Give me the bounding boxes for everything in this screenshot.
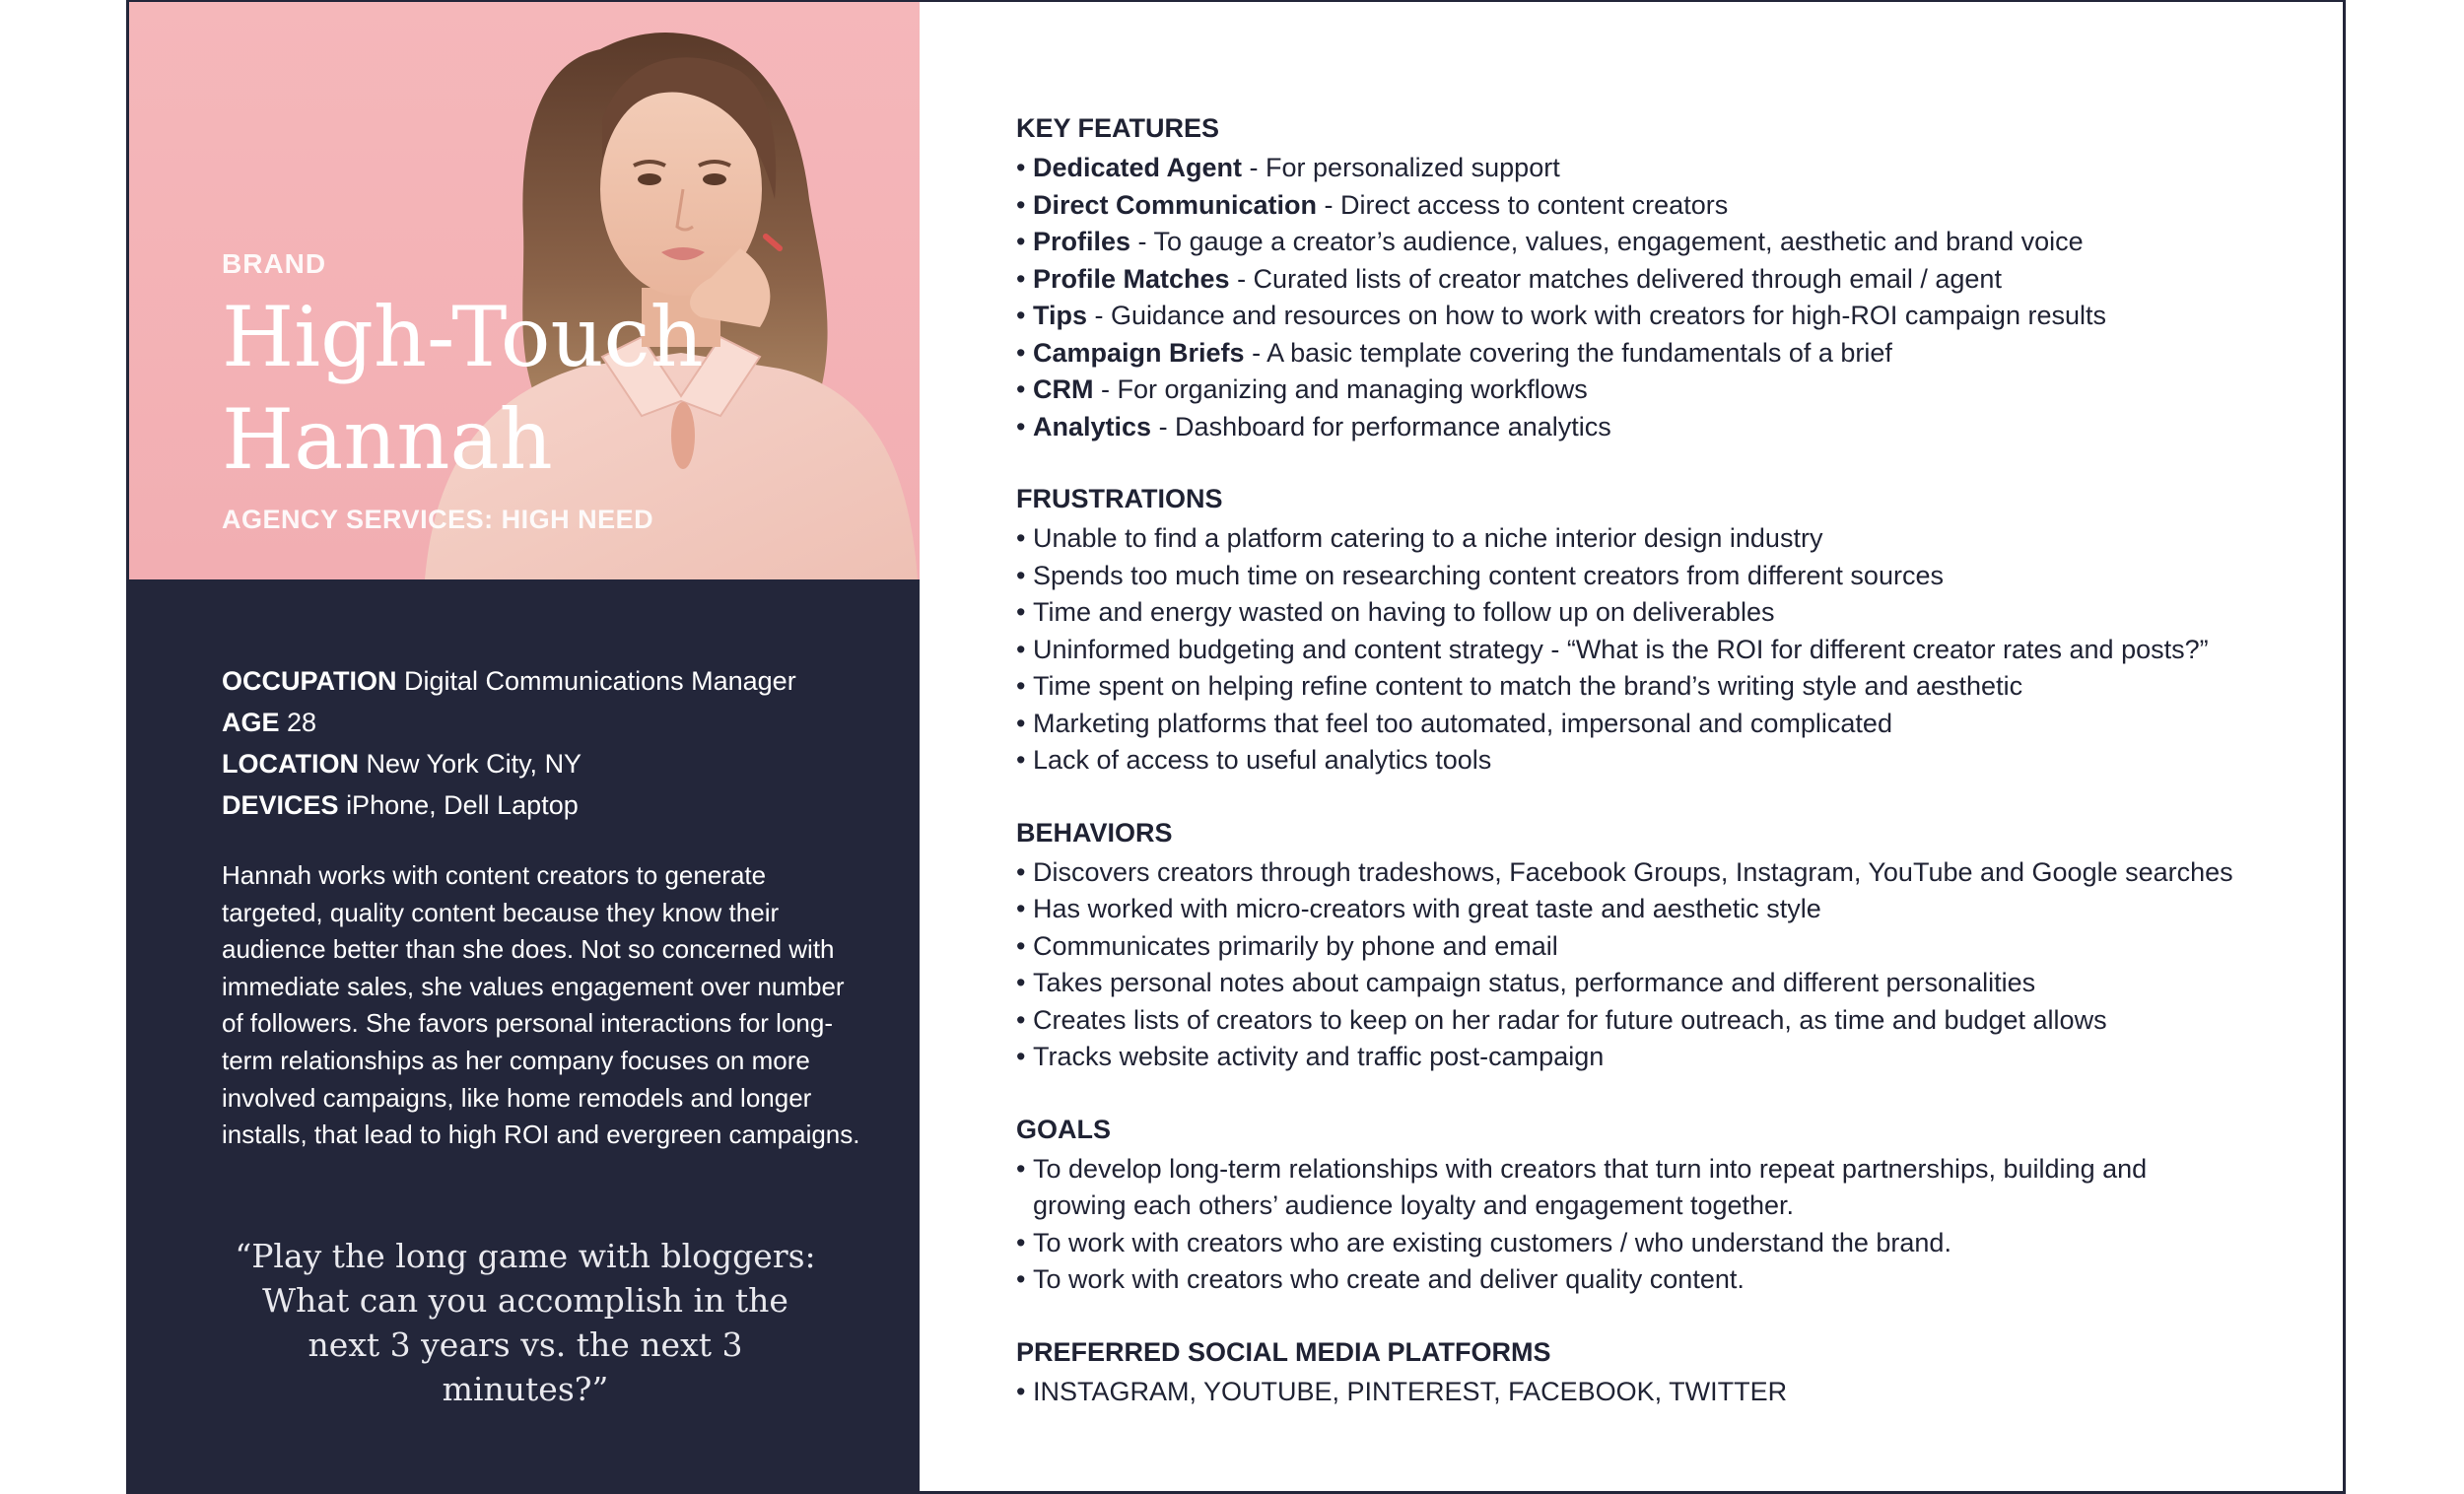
age-value: 28	[287, 708, 317, 737]
list-item: • Discovers creators through tradeshows, Facebook Groups, Instagram, YouTube and Google searches	[1016, 854, 2317, 892]
devices-row	[222, 784, 872, 826]
list-item: • Uninformed budgeting and content strategy - “What is the ROI for different creator rates and posts?”	[1016, 632, 2317, 669]
behaviors-heading: BEHAVIORS	[1016, 817, 1173, 848]
frustrations-heading: FRUSTRATIONS	[1016, 484, 1223, 513]
devices-label: DEVICES	[222, 790, 339, 820]
persona-details	[1016, 110, 2317, 1446]
list-item: • Tips - Guidance and resources on how to work with creators for high-ROI campaign results	[1016, 298, 2317, 335]
persona-sidebar	[129, 2, 920, 1491]
list-item: • Unable to find a platform catering to a niche interior design industry	[1016, 520, 2317, 558]
list-item: • Dedicated Agent - For personalized support	[1016, 150, 2317, 187]
list-item: • Tracks website activity and traffic post-campaign	[1016, 1039, 2317, 1076]
frustrations-section	[1016, 481, 2317, 780]
age-row	[222, 702, 872, 743]
list-item: • Marketing platforms that feel too automated, impersonal and complicated	[1016, 706, 2317, 743]
persona-bio: Hannah works with content creators to generate targeted, quality content because they know their audience better than she does. Not so concerned with immediate sales, she values engagement over number of followers. She favors personal interactions for long-term relationships as her company focuses on more involved campaigns, like home remodels and longer installs, that lead to high ROI and evergreen campaigns.	[222, 860, 860, 1150]
location-row	[222, 743, 872, 784]
key-features-section	[1016, 110, 2317, 445]
list-item: • To work with creators who create and deliver quality content.	[1016, 1261, 2317, 1299]
persona-profile	[222, 660, 872, 826]
location-label: LOCATION	[222, 749, 359, 779]
list-item: • Lack of access to useful analytics tools	[1016, 742, 2317, 780]
age-label: AGE	[222, 708, 280, 737]
platforms-heading: PREFERRED SOCIAL MEDIA PLATFORMS	[1016, 1336, 1551, 1367]
location-value: New York City, NY	[366, 749, 582, 779]
agency-services-need: AGENCY SERVICES: HIGH NEED	[222, 505, 654, 534]
list-item: • Spends too much time on researching content creators from different sources	[1016, 558, 2317, 595]
occupation-row	[222, 660, 872, 702]
list-item: • Takes personal notes about campaign status, performance and different personalities	[1016, 965, 2317, 1002]
key-features-list	[1016, 150, 2317, 445]
list-item: • CRM - For organizing and managing workflows	[1016, 372, 2317, 409]
key-features-heading: KEY FEATURES	[1016, 113, 1220, 143]
behaviors-list	[1016, 854, 2317, 1076]
list-item: • Communicates primarily by phone and email	[1016, 928, 2317, 966]
persona-name-line2: Hannah	[222, 391, 553, 488]
occupation-label: OCCUPATION	[222, 666, 397, 696]
occupation-value: Digital Communications Manager	[404, 666, 796, 696]
list-item: • INSTAGRAM, YOUTUBE, PINTEREST, FACEBOOK, TWITTER	[1016, 1374, 2317, 1411]
persona-name	[222, 286, 912, 491]
list-item: • Direct Communication - Direct access to content creators	[1016, 187, 2317, 225]
list-item: • Analytics - Dashboard for performance analytics	[1016, 409, 2317, 446]
frustrations-list	[1016, 520, 2317, 780]
platforms-list	[1016, 1374, 2317, 1411]
persona-title-block	[222, 248, 912, 535]
list-item: • Profiles - To gauge a creator’s audience, values, engagement, aesthetic and brand voice	[1016, 224, 2317, 261]
behaviors-section	[1016, 815, 2317, 1076]
list-item: • To work with creators who are existing customers / who understand the brand.	[1016, 1225, 2317, 1262]
list-item: • Creates lists of creators to keep on her radar for future outreach, as time and budget allows	[1016, 1002, 2317, 1040]
list-item: • Profile Matches - Curated lists of creator matches delivered through email / agent	[1016, 261, 2317, 299]
platforms-section	[1016, 1334, 2317, 1411]
list-item: • Campaign Briefs - A basic template covering the fundamentals of a brief	[1016, 335, 2317, 373]
persona-name-line1: High-Touch	[222, 289, 704, 385]
list-item: • Has worked with micro-creators with great taste and aesthetic style	[1016, 891, 2317, 928]
persona-hero	[129, 2, 920, 579]
list-item: • Time and energy wasted on having to follow up on deliverables	[1016, 594, 2317, 632]
goals-section	[1016, 1112, 2317, 1299]
goals-list	[1016, 1151, 2317, 1299]
persona-quote: “Play the long game with bloggers: What can you accomplish in the next 3 years vs. the next 3 minutes?”	[235, 1237, 816, 1408]
devices-value: iPhone, Dell Laptop	[346, 790, 579, 820]
persona-card	[126, 0, 2346, 1494]
list-item: • To develop long-term relationships with creators that turn into repeat partnerships, building and growing each others’ audience loyalty and engagement together.	[1016, 1151, 2238, 1225]
brand-label: BRAND	[222, 248, 327, 279]
list-item: • Time spent on helping refine content to match the brand’s writing style and aesthetic	[1016, 668, 2317, 706]
goals-heading: GOALS	[1016, 1114, 1112, 1144]
